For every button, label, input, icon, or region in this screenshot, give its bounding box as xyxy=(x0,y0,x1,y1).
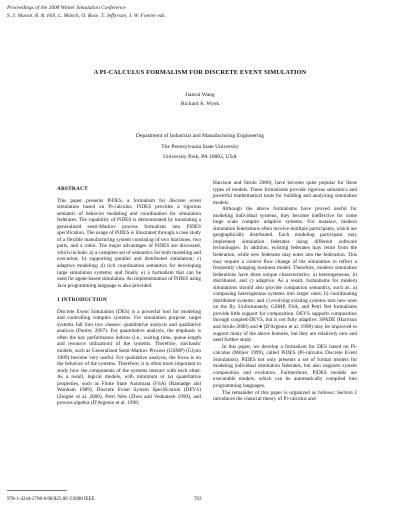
intro-paragraph-4: In this paper, we develop a formalism for DES based on Pi-calculus (Milner 1999), called PiDES (Pi-calculus Discrete Event Simulation). PiDES not only presents a set of formal models for modeling individual simulation federates, but also supports system composition and evolution. Furthermore, PiDES models are executable models, which can be automatically compiled into programming languages. xyxy=(213,343,357,389)
affiliation-block xyxy=(0,131,400,163)
page-number: 703 xyxy=(194,497,202,502)
abstract-text: This paper presents PiDES, a formalism for discrete event simulation based on Pi-calculus. PiDES provides a rigorous semantic of behavior modeling and coordination for simulation federates. The capability of PiDES is demonstrated by translating a generalized semi-Markov process formalism into PiDES specification. The usage of PiDES is illustrated through a case study of a flexible manufacturing system consisting of two machines, two parts, and a robot. The major advantages of PiDES are discussed, which include: a) a complete set of semantics for both modeling and execution; b) supporting parallel and distributed simulation; c) adaptive modeling; d) rich coordination semantics for developing large simulation systems; and finally e) a formalism that can be used for agent-based simulation. An implementation of PiDES using Java programming language is also provided. xyxy=(57,197,201,289)
proceedings-line-2: S. J. Mason, R. R. Hill, L. Mönch, O. Rose, T. Jefferson, J. W. Fowler eds. xyxy=(7,12,167,19)
proceedings-header xyxy=(7,5,166,20)
affiliation-department: Department of Industrial and Manufacturing Engineering xyxy=(135,133,265,139)
right-column xyxy=(213,180,357,403)
paper-title: A PI-CALCULUS FORMALISM FOR DISCRETE EVENT SIMULATION xyxy=(93,69,307,76)
author-name: Jianrui Wang xyxy=(185,92,215,98)
author-block xyxy=(0,91,400,109)
affiliation-address: University Park, PA 16802, USA xyxy=(163,154,237,160)
footer-isbn: 978-1-4244-2708-6/08/$25.00 ©2008 IEEE xyxy=(7,497,95,502)
footer-rule xyxy=(7,490,67,491)
intro-paragraph-3: Although the above formalisms have proved useful for modeling individual systems, they become ineffective for some large scale complex adaptive systems. For instance, modern simulation federations often involve multiple participants, which are geographically distributed. Each modeling participant may implement simulation federates using different software technologies. In addition, existing federates may retire from the federation, while new federates may enter into the federation. This may require a control flow change of the simulation to reflect a frequently changing business model. Therefore, modern simulation federations have three unique characteristics: a) heterogeneous, b) distributed, and c) adaptive. As a result, formalisms for modern simulations should also provide companion semantics, such as: a) composing heterogenous systems into larger ones; b) coordinating distributed systems; and c) evolving existing systems into new ones on the fly. Unfortunately, GSMP, FSA, and Petri Net formalisms provide little support for composition. DEVS supports composition through coupled-DEVS, but is not fully adaptive. SPADE (Harrison and Strulo 2000) and ♠ (D'Argenio et al. 1998) may be improved to support many of the above features, but they are relatively new and need further study. xyxy=(213,206,357,344)
intro-paragraph-5: The remainder of this paper is organized as follows: Section 2 introduces the classical theory of Pi-calculus and xyxy=(213,389,357,403)
proceedings-line-1: Proceedings of the 2008 Winter Simulation Conference xyxy=(7,5,126,11)
author-name: Richard A. Wysk xyxy=(180,101,220,107)
affiliation-university: The Pennsylvania State University xyxy=(161,143,239,150)
intro-paragraph-1: Discrete Event Simulation (DES) is a powerful tool for modeling and controlling complex systems. For simulation purpose, target systems fall into two classes: quantitative analysis and qualitative analysis (Pooley 2007). For quantitative analysis, the emphasis is often the key performance indices (i.e., waiting time, queue length and resource utilization) of the systems. Therefore, stochastic models, such as Generalized Semi-Markov Process (GSMP) (Glynn 1989) become very useful. For qualitative analysis, the focus is on the behavior of the systems. Therefore, it is often more important to study how the components of the systems interact with each other. As a result, logical models, with minimum or no quantitative properties, such as Finite State Automata (FSA) (Ramadge and Wonham 1989), Discrete Event System Specification (DEVS) (Zeigler et al. 2000), Petri Nets (Zhou and Venkatesh 1999), and process algebra (D'Argenio et al. 1998; xyxy=(57,308,201,407)
introduction-heading: 1 INTRODUCTION xyxy=(57,297,107,304)
left-column xyxy=(57,186,201,407)
intro-paragraph-2: Harrison and Strulo 2000), have become quite popular for these types of models. These formalisms provide rigorous semantics and powerful mathematical tools for building and analyzing simulation models. xyxy=(213,180,357,206)
abstract-heading: ABSTRACT xyxy=(57,186,88,192)
